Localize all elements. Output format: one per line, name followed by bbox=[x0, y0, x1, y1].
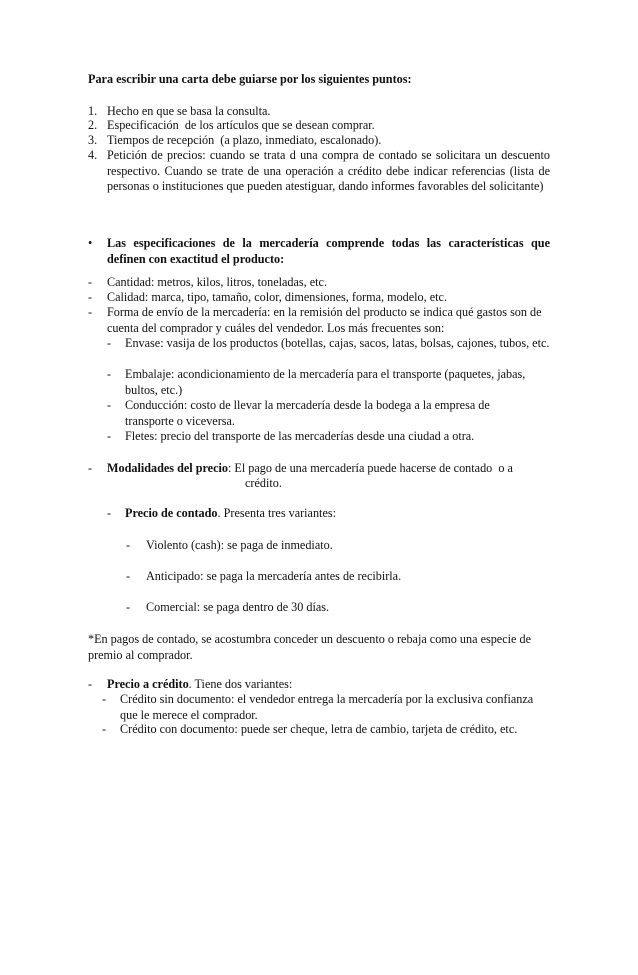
variant-text: Crédito sin documento: el vendedor entrega la mercadería por la exclusiva confianza que le merece el comprador. bbox=[120, 692, 534, 722]
numbered-item-4 bbox=[88, 148, 550, 212]
item-number: 2. bbox=[88, 118, 98, 132]
dash-icon: - bbox=[88, 305, 93, 319]
credito-text: . Tiene dos variantes: bbox=[188, 677, 293, 691]
dash-icon: - bbox=[107, 367, 112, 381]
dash-icon: - bbox=[107, 429, 112, 443]
item-text: Tiempos de recepción (a plazo, inmediato, escalonado). bbox=[107, 133, 382, 147]
variant-text: Anticipado: se paga la mercadería antes de recibirla. bbox=[146, 569, 402, 583]
bullet-text: Las especificaciones de la mercadería comprende todas las características que definen con exactitud el producto: bbox=[107, 236, 550, 266]
dash-icon: - bbox=[88, 677, 93, 691]
modalidades-text: : El pago de una mercadería puede hacerse de contado o a bbox=[227, 461, 513, 475]
sub-text: Fletes: precio del transporte de las mercaderías desde una ciudad a otra. bbox=[125, 429, 475, 443]
modalidades-text-line2: crédito. bbox=[245, 476, 282, 490]
dash-icon: - bbox=[126, 600, 131, 614]
item-number: 3. bbox=[88, 133, 98, 147]
contado-text: . Presenta tres variantes: bbox=[217, 506, 336, 520]
dash-icon: - bbox=[88, 290, 93, 304]
bullet-item bbox=[88, 236, 550, 268]
variant-text: Violento (cash): se paga de inmediato. bbox=[146, 538, 333, 552]
item-number: 4. bbox=[88, 148, 98, 162]
dash-icon: - bbox=[126, 538, 131, 552]
contado-label: Precio de contado bbox=[125, 506, 218, 520]
dash-icon: - bbox=[102, 692, 107, 706]
dash-icon: - bbox=[102, 722, 107, 736]
item-text: Petición de precios: cuando se trata d una compra de contado se solicitara un descuento respectivo. Cuando se trate de una operación a crédito debe indicar referencias (lista de personas o instituciones que pueden atestiguar, dando informes favorables del solicitante) bbox=[107, 148, 550, 194]
dash-icon: - bbox=[88, 461, 93, 475]
dash-icon: - bbox=[126, 569, 131, 583]
sub-text: Embalaje: acondicionamiento de la mercadería para el transporte (paquetes, jabas, bultos, etc.) bbox=[125, 367, 526, 397]
item-number: 1. bbox=[88, 104, 98, 118]
modalidades-label: Modalidades del precio bbox=[107, 461, 228, 475]
document-heading: Para escribir una carta debe guiarse por los siguientes puntos: bbox=[88, 72, 412, 86]
dash-icon: - bbox=[107, 398, 112, 412]
dash-icon: - bbox=[107, 506, 112, 520]
sub-text: Conducción: costo de llevar la mercadería desde la bodega a la empresa de transporte o viceversa. bbox=[125, 398, 490, 428]
bullet-icon: • bbox=[88, 236, 93, 250]
dash-text: Forma de envío de la mercadería: en la remisión del producto se indica qué gastos son de cuenta del comprador y cuáles del vendedor. Los más frecuentes son: bbox=[107, 305, 542, 335]
contado-note: *En pagos de contado, se acostumbra conceder un descuento o rebaja como una especie de premio al comprador. bbox=[88, 632, 531, 662]
dash-icon: - bbox=[88, 275, 93, 289]
dash-icon: - bbox=[107, 336, 112, 350]
item-text: Especificación de los artículos que se desean comprar. bbox=[107, 118, 375, 132]
dash-text: Calidad: marca, tipo, tamaño, color, dimensiones, forma, modelo, etc. bbox=[107, 290, 447, 304]
variant-text: Crédito con documento: puede ser cheque, letra de cambio, tarjeta de crédito, etc. bbox=[120, 722, 518, 736]
dash-text: Cantidad: metros, kilos, litros, toneladas, etc. bbox=[107, 275, 328, 289]
item-text: Hecho en que se basa la consulta. bbox=[107, 104, 271, 118]
variant-text: Comercial: se paga dentro de 30 días. bbox=[146, 600, 330, 614]
credito-label: Precio a crédito bbox=[107, 677, 189, 691]
sub-text: Envase: vasija de los productos (botellas, cajas, sacos, latas, bolsas, cajones, tubos, etc. bbox=[125, 336, 550, 350]
